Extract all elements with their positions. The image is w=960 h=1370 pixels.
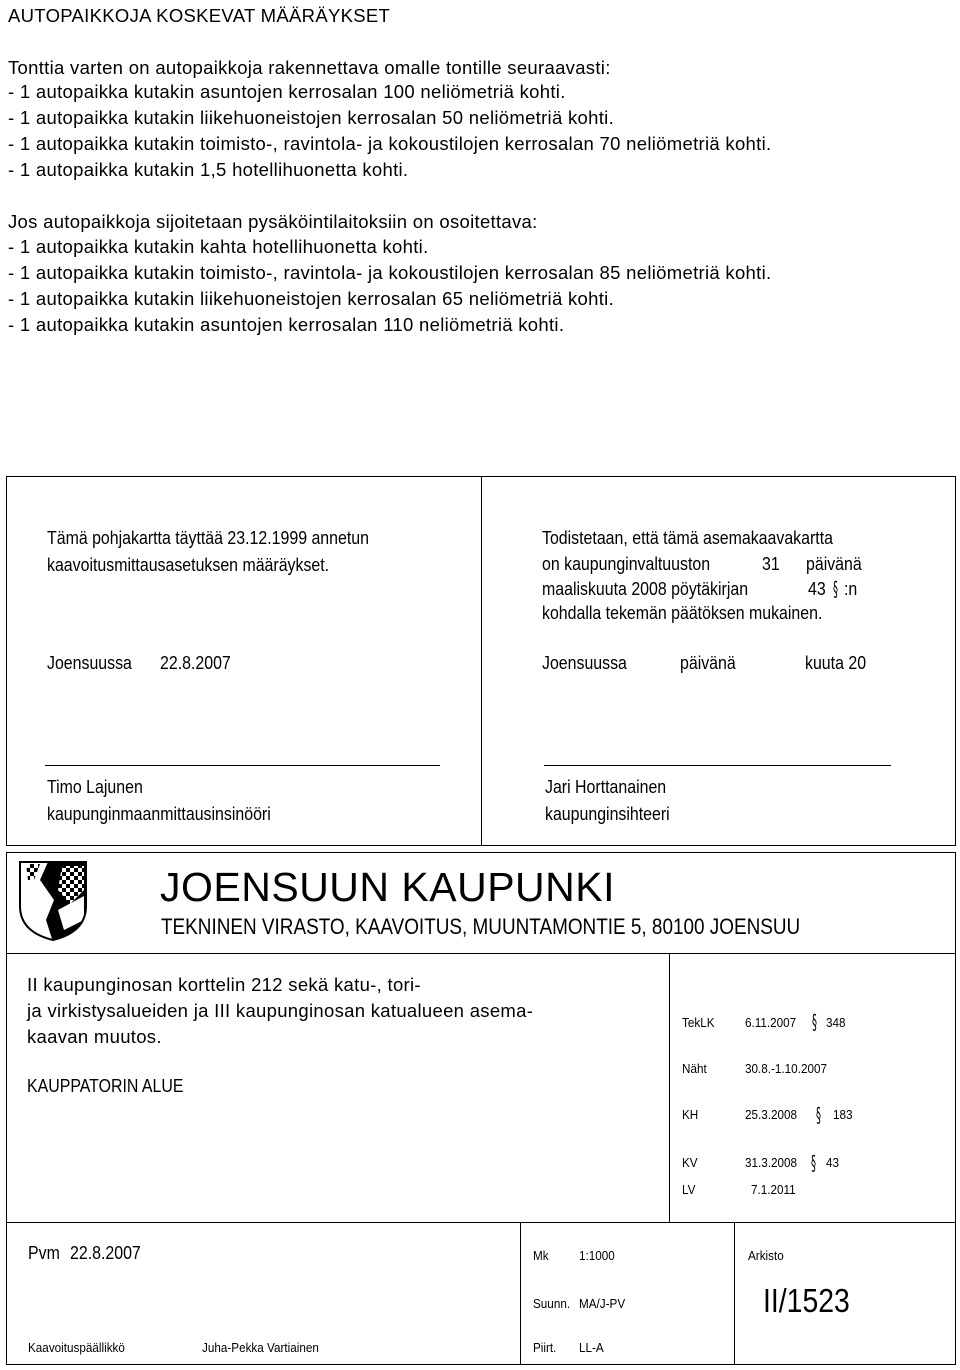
- plan-description-line: ja virkistysalueiden ja III kaupunginosan katualueen asema-: [27, 1000, 534, 1021]
- approval-code: TekLK: [682, 1015, 715, 1030]
- arkisto-label: Arkisto: [748, 1248, 784, 1263]
- mk-label: Mk: [533, 1248, 549, 1263]
- signer-name: Jari Horttanainen: [545, 776, 667, 797]
- arkisto-value: II/1523: [763, 1282, 850, 1319]
- approval-code: KH: [682, 1107, 699, 1122]
- cert-right-month-label: kuuta 20: [805, 652, 867, 673]
- approvals-divider: [669, 953, 670, 1223]
- regulation-line: - 1 autopaikka kutakin toimisto-, ravintola- ja kokoustilojen kerrosalan 70 neliömetriä kohti.: [8, 133, 772, 154]
- role-label: Kaavoituspäällikkö: [28, 1340, 125, 1355]
- city-name: JOENSUUN KAUPUNKI: [160, 864, 616, 910]
- signer-name: Timo Lajunen: [47, 776, 143, 797]
- joensuu-coat-of-arms-icon: [18, 860, 88, 942]
- regulation-line: - 1 autopaikka kutakin liikehuoneistojen kerrosalan 65 neliömetriä kohti.: [8, 288, 615, 309]
- regulation-line: - 1 autopaikka kutakin liikehuoneistojen kerrosalan 50 neliömetriä kohti.: [8, 107, 615, 128]
- section-mark-icon: §: [811, 1151, 816, 1175]
- footer-col-divider-2: [734, 1222, 735, 1365]
- cert-right-line3a: maaliskuuta 2008 pöytäkirjan: [542, 578, 749, 599]
- cert-left-line1: Tämä pohjakartta täyttää 23.12.1999 annetun: [47, 527, 369, 548]
- approval-section: 43: [826, 1155, 840, 1170]
- approval-date: 25.3.2008: [745, 1107, 798, 1122]
- cert-right-day-label: päivänä: [680, 652, 736, 673]
- suunn-label: Suunn.: [533, 1296, 571, 1311]
- approval-code: LV: [682, 1182, 696, 1197]
- cert-right-line3b: 43: [808, 578, 826, 599]
- signature-line: [544, 765, 891, 766]
- role-name: Juha-Pekka Vartiainen: [202, 1340, 319, 1355]
- cert-left-line2: kaavoitusmittausasetuksen määräykset.: [47, 554, 330, 575]
- plan-description-line: II kaupunginosan korttelin 212 sekä katu-, tori-: [27, 974, 421, 995]
- approval-date: 7.1.2011: [751, 1182, 796, 1197]
- plan-area-name: KAUPPATORIN ALUE: [27, 1075, 184, 1096]
- signer-title: kaupunginmaanmittausinsinööri: [47, 803, 271, 824]
- regulation-line: - 1 autopaikka kutakin asuntojen kerrosalan 110 neliömetriä kohti.: [8, 314, 565, 335]
- regulation-line: - 1 autopaikka kutakin 1,5 hotellihuonetta kohti.: [8, 159, 409, 180]
- cert-right-line2a: on kaupunginvaltuuston: [542, 553, 711, 574]
- regulation-line: Tonttia varten on autopaikkoja rakennettava omalle tontille seuraavasti:: [8, 57, 611, 78]
- title-block-divider: [6, 953, 956, 954]
- suunn-value: MA/J-PV: [579, 1296, 626, 1311]
- certification-divider: [481, 476, 482, 846]
- cert-right-line1: Todistetaan, että tämä asemakaavakartta: [542, 527, 833, 548]
- approval-date: 6.11.2007: [745, 1015, 797, 1030]
- cert-left-place: Joensuussa: [47, 652, 132, 673]
- approval-date: 31.3.2008: [745, 1155, 798, 1170]
- signer-title: kaupunginsihteeri: [545, 803, 670, 824]
- pvm-label: Pvm: [28, 1242, 60, 1263]
- section-mark-icon: §: [833, 577, 838, 601]
- approval-section: 183: [833, 1107, 853, 1122]
- cert-right-line2c: päivänä: [806, 553, 862, 574]
- cert-right-line2b: 31: [762, 553, 780, 574]
- cert-right-line4: kohdalla tekemän päätöksen mukainen.: [542, 602, 823, 623]
- regulation-line: Jos autopaikkoja sijoitetaan pysäköintilaitoksiin on osoitettava:: [8, 211, 538, 232]
- approval-date: 30.8.-1.10.2007: [745, 1061, 827, 1076]
- mk-value: 1:1000: [579, 1248, 615, 1263]
- pvm-value: 22.8.2007: [70, 1242, 141, 1263]
- signature-line: [45, 765, 440, 766]
- piirt-value: LL-A: [579, 1340, 604, 1355]
- regulation-line: - 1 autopaikka kutakin toimisto-, ravintola- ja kokoustilojen kerrosalan 85 neliömetriä kohti.: [8, 262, 772, 283]
- footer-divider: [6, 1222, 956, 1223]
- regulation-line: - 1 autopaikka kutakin kahta hotellihuonetta kohti.: [8, 236, 429, 257]
- plan-description-line: kaavan muutos.: [27, 1026, 162, 1047]
- regulation-line: - 1 autopaikka kutakin asuntojen kerrosalan 100 neliömetriä kohti.: [8, 81, 566, 102]
- approval-code: KV: [682, 1155, 698, 1170]
- cert-right-place: Joensuussa: [542, 652, 627, 673]
- approval-code: Näht: [682, 1061, 707, 1076]
- department-address: TEKNINEN VIRASTO, KAAVOITUS, MUUNTAMONTIE 5, 80100 JOENSUU: [161, 914, 801, 939]
- footer-col-divider-1: [520, 1222, 521, 1365]
- cert-right-line3c: :n: [844, 578, 858, 599]
- section-mark-icon: §: [816, 1103, 821, 1127]
- section-mark-icon: §: [812, 1010, 817, 1034]
- regulations-title: AUTOPAIKKOJA KOSKEVAT MÄÄRÄYKSET: [8, 5, 391, 26]
- cert-left-date: 22.8.2007: [160, 652, 231, 673]
- approval-section: 348: [826, 1015, 846, 1030]
- piirt-label: Piirt.: [533, 1340, 557, 1355]
